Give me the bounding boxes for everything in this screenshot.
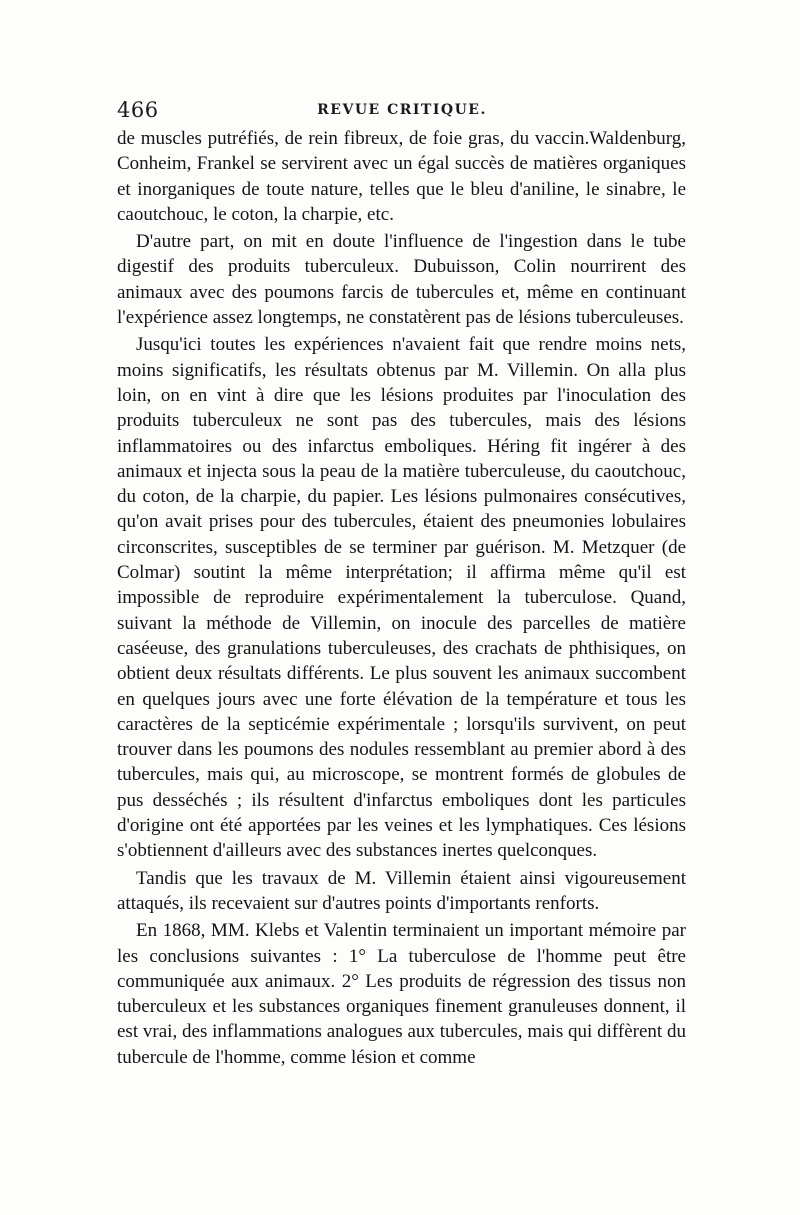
paragraph: Jusqu'ici toutes les expériences n'avaient fait que rendre moins nets, moins significatifs, les résultats obtenus par M. Villemin. On alla plus loin, on en vint à dire que les lésions produites par l'inoculation des produits tuberculeux ne sont pas des tubercules, mais des lésions inflammatoires ou des infarctus emboliques. Héring fit ingérer à des animaux et injecta sous la peau de la matière tuberculeuse, du caoutchouc, du coton, de la charpie, du papier. Les lésions pulmonaires consécutives, qu'on avait prises pour des tubercules, étaient des pneumonies lobulaires circonscrites, susceptibles de se terminer par guérison. M. Metzquer (de Colmar) soutint la même interprétation; il affirma même qu'il est impossible de reproduire expérimentalement la tuberculose. Quand, suivant la méthode de Villemin, on inocule des parcelles de matière caséeuse, des granulations tuberculeuses, des crachats de phthisiques, on obtient deux résultats différents. Le plus souvent les animaux succombent en quelques jours avec une forte élévation de la température et tous les caractères de la septicémie expérimentale ; lorsqu'ils survivent, on peut trouver dans les poumons des nodules ressemblant au premier abord à des tubercules, mais qui, au microscope, se montrent formés de globules de pus desséchés ; ils résultent d'infarctus emboliques dont les particules d'origine ont été apportées par les veines et les lymphatiques. Ces lésions s'obtiennent d'ailleurs avec des substances inertes quelconques. [117, 334, 686, 862]
page-header [117, 98, 687, 124]
running-title: REVUE CRITIQUE. [317, 102, 487, 118]
paragraph: Tandis que les travaux de M. Villemin étaient ainsi vigoureusement attaqués, ils recevaient sur d'autres points d'importants renforts. [117, 867, 686, 914]
paragraph-continuation: de muscles putréfiés, de rein fibreux, de foie gras, du vaccin.Waldenburg, Conheim, Frankel se servirent avec un égal succès de matières organiques et inorganiques de toute nature, telles que le bleu d'aniline, le sinabre, le caoutchouc, le coton, la charpie, etc. [117, 128, 686, 225]
page-number: 466 [117, 98, 159, 122]
body-text [117, 126, 686, 1072]
paragraph: En 1868, MM. Klebs et Valentin terminaient un important mémoire par les conclusions suivantes : 1° La tuberculose de l'homme peut être communiquée aux animaux. 2° Les produits de régression des tissus non tuberculeux et les substances organiques finement granuleuses donnent, il est vrai, des inflammations analogues aux tubercules, mais qui diffèrent du tubercule de l'homme, comme lésion et comme [117, 920, 686, 1068]
paragraph: D'autre part, on mit en doute l'influence de l'ingestion dans le tube digestif des produits tuberculeux. Dubuisson, Colin nourrirent des animaux avec des poumons farcis de tubercules et, même en continuant l'expérience assez longtemps, ne constatèrent pas de lésions tuberculeuses. [117, 231, 686, 329]
